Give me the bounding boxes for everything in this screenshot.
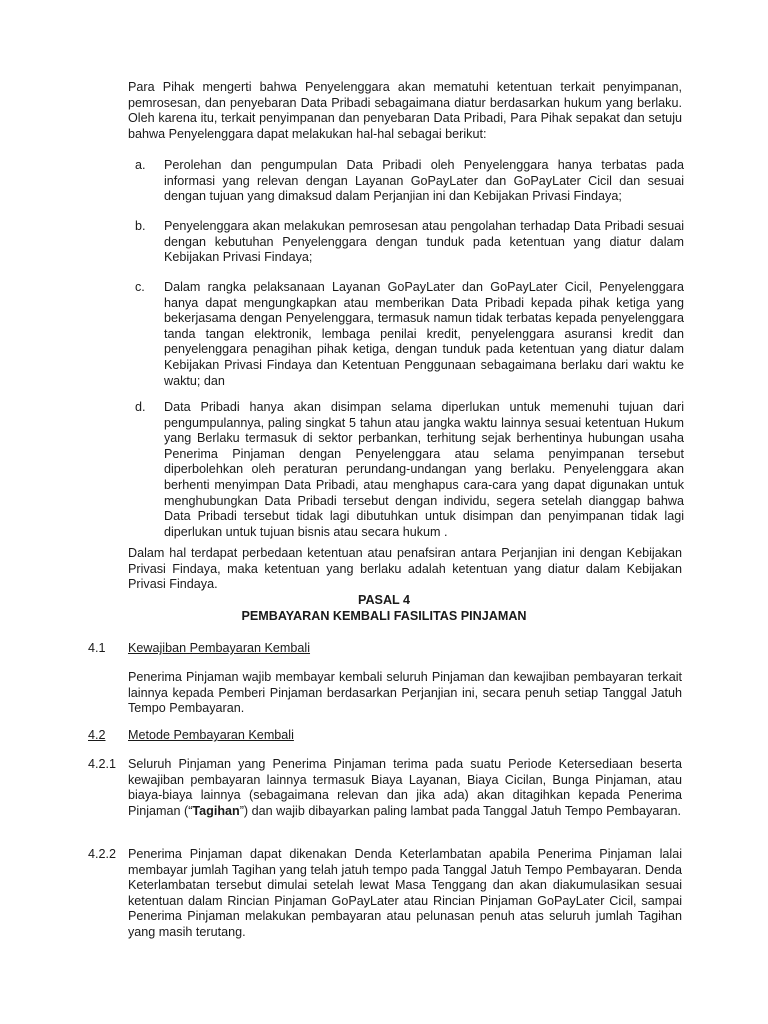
list-item-letter: c.	[135, 280, 145, 294]
section-4-1-text: Penerima Pinjaman wajib membayar kembali seluruh Pinjaman dan kewajiban pembayaran terkait lainnya kepada Pemberi Pinjaman berdasarkan Perjanjian ini, secara penuh setiap Tanggal Jatuh Tempo Pembayaran.	[128, 670, 682, 716]
section-4-2-number: 4.2	[88, 728, 106, 742]
list-item-letter: b.	[135, 219, 146, 233]
section-4-1-title: Kewajiban Pembayaran Kembali	[128, 641, 311, 655]
section-4-1-number: 4.1	[88, 641, 106, 655]
list-item-text: Penyelenggara akan melakukan pemrosesan atau pengolahan terhadap Data Pribadi sesuai dengan kebutuhan Penyelenggara dengan tunduk pada ketentuan yang diatur dalam Kebijakan Privasi Findaya;	[164, 219, 684, 265]
tagihan-term: Tagihan	[192, 803, 240, 818]
list-item-c	[128, 280, 684, 389]
section-4-2-2-number: 4.2.2	[88, 847, 117, 861]
section-4-2-title: Metode Pembayaran Kembali	[128, 728, 294, 742]
section-4-2-2-text: Penerima Pinjaman dapat dikenakan Denda Keterlambatan apabila Penerima Pinjaman lalai membayar jumlah Tagihan yang telah jatuh tempo pada Tanggal Jatuh Tempo Pembayaran. Denda Keterlambatan tersebut dimulai setelah lewat Masa Tenggang dan akan diakumulasikan sesuai ketentuan dalam Rincian Pinjaman GoPayLater atau Rincian Pinjaman GoPayLater Cicil, sampai Penerima Pinjaman melakukan pembayaran atau pelunasan penuh atas seluruh jumlah Tagihan yang masih terutang.	[128, 847, 682, 939]
section-4-2-1-number: 4.2.1	[88, 757, 117, 771]
list-item-letter: d.	[135, 400, 146, 414]
list-item-a	[128, 158, 684, 205]
list-item-d	[128, 400, 684, 540]
list-item-text: Perolehan dan pengumpulan Data Pribadi oleh Penyelenggara hanya terbatas pada informasi yang relevan dengan Layanan GoPayLater dan GoPayLater Cicil dan sesuai dengan tujuan yang dimaksud dalam Perjanjian ini dan Kebijakan Privasi Findaya;	[164, 158, 684, 204]
closing-paragraph: Dalam hal terdapat perbedaan ketentuan atau penafsiran antara Perjanjian ini dengan Kebijakan Privasi Findaya, maka ketentuan yang berlaku adalah ketentuan yang diatur dalam Kebijakan Privasi Findaya.	[128, 546, 682, 592]
intro-paragraph: Para Pihak mengerti bahwa Penyelenggara akan mematuhi ketentuan terkait penyimpanan, pemrosesan, dan penyebaran Data Pribadi sebagaimana diatur berdasarkan hukum yang berlaku. Oleh karena itu, terkait penyimpanan dan penyebaran Data Pribadi, Para Pihak sepakat dan setuju bahwa Penyelenggara dapat melakukan hal-hal sebagai berikut:	[128, 80, 682, 141]
pasal-number: PASAL 4	[357, 593, 411, 607]
list-item-text: Data Pribadi hanya akan disimpan selama diperlukan untuk memenuhi tujuan dari pengumpulannya, paling singkat 5 tahun atau jangka waktu lainnya sesuai ketentuan Hukum yang Berlaku termasuk di sektor perbankan, terhitung sejak berhentinya hubungan usaha Penerima Pinjaman dengan Penyelenggara atau selama penyimpanan tersebut diperbolehkan oleh peraturan perundang-undangan yang berlaku. Penyelenggara akan berhenti menyimpan Data Pribadi, atau menghapus cara-cara yang dapat digunakan untuk menghubungkan Data Pribadi tersebut dengan individu, segera setelah dianggap bahwa Data Pribadi tersebut tidak lagi dibutuhkan untuk disimpan dan penyimpanan tidak lagi diperlukan untuk tujuan bisnis atau secara hukum .	[164, 400, 684, 539]
section-4-2-1-text-after: ”) dan wajib dibayarkan paling lambat pada Tanggal Jatuh Tempo Pembayaran.	[239, 803, 682, 818]
list-item-b	[128, 219, 684, 266]
pasal-title: PEMBAYARAN KEMBALI FASILITAS PINJAMAN	[241, 609, 527, 623]
list-item-letter: a.	[135, 158, 146, 172]
section-4-2-1-text	[128, 757, 682, 819]
list-item-text: Dalam rangka pelaksanaan Layanan GoPayLater dan GoPayLater Cicil, Penyelenggara hanya dapat mengungkapkan atau memberikan Data Pribadi kepada pihak ketiga yang bekerjasama dengan Penyelenggara, termasuk namun tidak terbatas kepada penyelenggara tanda tangan elektronik, lembaga penilai kredit, penyelenggara asuransi kredit dan penyelenggara penagihan pihak ketiga, dengan tunduk pada ketentuan yang diatur dalam Kebijakan Privasi Findaya dan Ketentuan Penggunaan sebagaimana berlaku dari waktu ke waktu; dan	[164, 280, 684, 388]
section-4-2-1-text-before: Seluruh Pinjaman yang Penerima Pinjaman terima pada suatu Periode Ketersediaan beserta kewajiban pembayaran lainnya termasuk Biaya Layanan, Biaya Cicilan, Bunga Pinjaman, atau biaya-biaya lainnya (sebagaimana relevan dan jika ada) akan ditagihkan kepada Penerima Pinjaman (“	[128, 757, 682, 818]
